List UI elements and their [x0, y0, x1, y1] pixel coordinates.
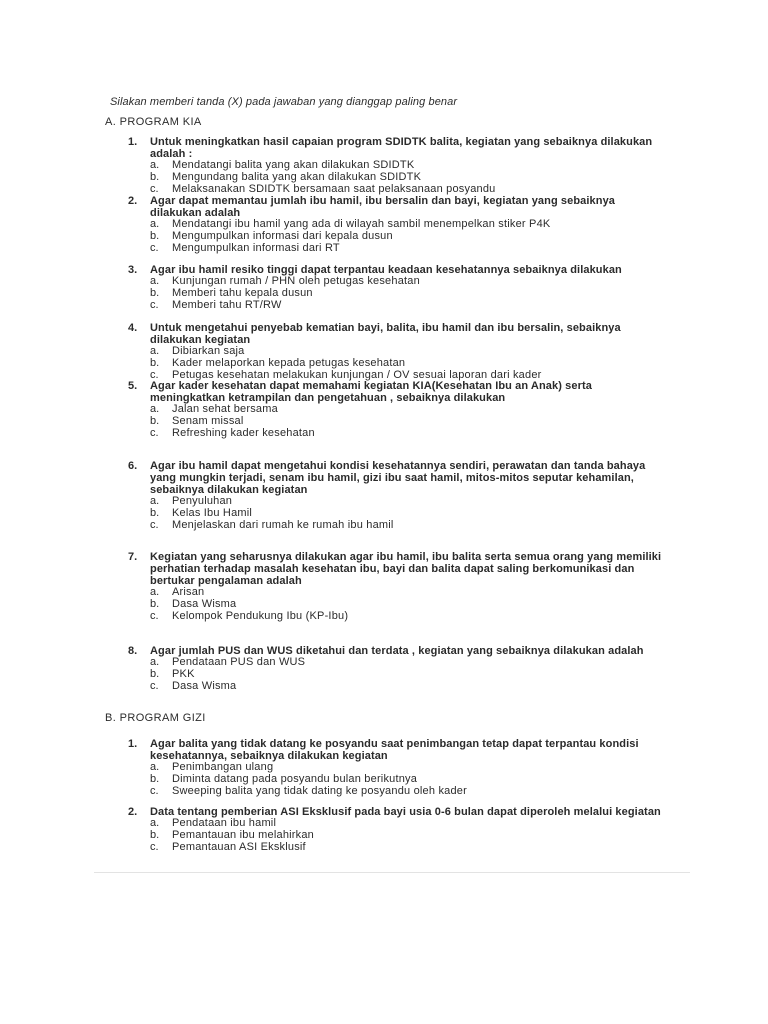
option-item[interactable] — [150, 774, 668, 786]
option-text: Menjelaskan dari rumah ke rumah ibu hamil — [172, 518, 394, 531]
option-letter: b. — [150, 828, 160, 841]
option-text: Jalan sehat bersama — [172, 403, 278, 415]
option-text: Kelompok Pendukung Ibu (KP-Ibu) — [172, 609, 349, 622]
option-text: Memberi tahu kepala dusun — [172, 286, 313, 299]
question-number: 4. — [128, 322, 138, 334]
question-text: Agar ibu hamil resiko tinggi dapat terpantau keadaan kesehatannya sebaiknya dilakukan — [150, 264, 622, 276]
option-letter: c. — [150, 784, 159, 797]
question-kia-4 — [128, 322, 668, 381]
option-letter: c. — [150, 840, 159, 853]
question-text: Data tentang pemberian ASI Eksklusif pada bayi usia 0-6 bulan dapat diperoleh melalui kegiatan — [150, 806, 661, 818]
option-text: Mengumpulkan informasi dari RT — [172, 241, 340, 254]
option-item[interactable] — [150, 599, 668, 611]
question-gizi-1 — [128, 738, 668, 797]
options-list — [150, 346, 668, 381]
option-letter: b. — [150, 667, 160, 680]
options-list — [150, 818, 668, 853]
options-list — [150, 276, 668, 311]
question-text: Agar ibu hamil dapat mengetahui kondisi kesehatannya sendiri, perawatan dan tanda bahaya yang mungkin terjadi, senam ibu hamil, gizi ibu saat hamil, mitos-mitos seputar kehamilan, sebaiknya dilakukan kegiatan — [150, 460, 646, 496]
question-text: Untuk mengetahui penyebab kematian bayi, balita, ibu hamil dan ibu bersalin, sebaiknya dilakukan kegiatan — [150, 322, 621, 346]
page-divider — [94, 872, 690, 873]
option-text: Pemantauan ibu melahirkan — [172, 828, 314, 841]
option-text: Penimbangan ulang — [172, 761, 274, 773]
question-text: Agar dapat memantau jumlah ibu hamil, ibu bersalin dan bayi, kegiatan yang sebaiknya dilakukan adalah — [150, 195, 616, 219]
option-text: Petugas kesehatan melakukan kunjungan / OV sesuai laporan dari kader — [172, 368, 542, 381]
question-text: Agar balita yang tidak datang ke posyandu saat penimbangan tetap dapat terpantau kondisi kesehatannya, sebaiknya dilakukan kegiatan — [150, 738, 639, 762]
options-list — [150, 496, 668, 531]
option-letter: a. — [150, 817, 160, 829]
option-text: Arisan — [172, 586, 205, 598]
option-text: PKK — [172, 667, 195, 680]
option-letter: c. — [150, 609, 159, 622]
question-number: 3. — [128, 264, 138, 276]
option-item[interactable] — [150, 416, 668, 428]
option-item[interactable] — [150, 786, 668, 798]
question-gizi-2 — [128, 806, 668, 853]
option-letter: b. — [150, 772, 160, 785]
option-text: Mengundang balita yang akan dilakukan SDIDTK — [172, 170, 422, 183]
option-item[interactable] — [150, 428, 668, 440]
question-number: 2. — [128, 195, 138, 207]
option-text: Memberi tahu RT/RW — [172, 298, 282, 311]
option-text: Mengumpulkan informasi dari kepala dusun — [172, 229, 393, 242]
option-text: Pemantauan ASI Eksklusif — [172, 840, 306, 853]
question-kia-1 — [128, 136, 668, 195]
option-item[interactable] — [150, 300, 668, 312]
section-title-kia: A. PROGRAM KIA — [105, 116, 202, 128]
question-kia-2 — [128, 195, 668, 254]
option-text: Senam missal — [172, 414, 244, 427]
question-number: 2. — [128, 806, 138, 818]
option-item[interactable] — [150, 508, 668, 520]
option-letter: a. — [150, 159, 160, 171]
option-item[interactable] — [150, 669, 668, 681]
section-title-gizi: B. PROGRAM GIZI — [105, 712, 206, 724]
option-letter: b. — [150, 229, 160, 242]
option-text: Pendataan PUS dan WUS — [172, 656, 306, 668]
option-text: Pendataan ibu hamil — [172, 817, 277, 829]
option-item[interactable] — [150, 842, 668, 854]
option-letter: c. — [150, 298, 159, 311]
option-letter: c. — [150, 241, 159, 254]
option-letter: c. — [150, 518, 159, 531]
option-letter: c. — [150, 426, 159, 439]
option-text: Penyuluhan — [172, 495, 233, 507]
question-kia-6 — [128, 460, 668, 531]
option-letter: a. — [150, 761, 160, 773]
question-number: 5. — [128, 380, 138, 392]
question-number: 8. — [128, 645, 138, 657]
option-letter: b. — [150, 414, 160, 427]
option-letter: b. — [150, 597, 160, 610]
options-list — [150, 404, 668, 439]
option-letter: a. — [150, 656, 160, 668]
question-kia-3 — [128, 264, 668, 311]
question-number: 1. — [128, 136, 138, 148]
option-text: Kunjungan rumah / PHN oleh petugas kesehatan — [172, 275, 420, 287]
options-list — [150, 762, 668, 797]
option-text: Melaksanakan SDIDTK bersamaan saat pelaksanaan posyandu — [172, 182, 496, 195]
option-text: Diminta datang pada posyandu bulan berikutnya — [172, 772, 418, 785]
options-list — [150, 219, 668, 254]
instruction-text: Silakan memberi tanda (X) pada jawaban yang dianggap paling benar — [110, 96, 458, 108]
option-letter: a. — [150, 495, 160, 507]
question-text: Untuk meningkatkan hasil capaian program SDIDTK balita, kegiatan yang sebaiknya dilakukan adalah : — [150, 136, 653, 160]
option-item[interactable] — [150, 184, 668, 196]
option-letter: a. — [150, 218, 160, 230]
question-text: Kegiatan yang seharusnya dilakukan agar ibu hamil, ibu balita serta semua orang yang memiliki perhatian terhadap masalah kesehatan ibu, bayi dan balita dapat saling berkomunikasi dan bertukar pengalaman adalah — [150, 551, 662, 587]
option-text: Kader melaporkan kepada petugas kesehatan — [172, 356, 406, 369]
option-letter: b. — [150, 356, 160, 369]
option-text: Dasa Wisma — [172, 597, 237, 610]
option-item[interactable] — [150, 172, 668, 184]
option-letter: b. — [150, 170, 160, 183]
option-item[interactable] — [150, 358, 668, 370]
option-letter: c. — [150, 368, 159, 381]
option-item[interactable] — [150, 681, 668, 693]
option-text: Sweeping balita yang tidak dating ke posyandu oleh kader — [172, 784, 467, 797]
option-item[interactable] — [150, 830, 668, 842]
option-letter: c. — [150, 182, 159, 195]
option-letter: c. — [150, 679, 159, 692]
option-letter: b. — [150, 286, 160, 299]
options-list — [150, 587, 668, 622]
question-number: 1. — [128, 738, 138, 750]
option-letter: a. — [150, 403, 160, 415]
option-item[interactable] — [150, 611, 668, 623]
option-text: Kelas Ibu Hamil — [172, 506, 253, 519]
option-text: Mendatangi balita yang akan dilakukan SDIDTK — [172, 159, 415, 171]
question-text: Agar kader kesehatan dapat memahami kegiatan KIA(Kesehatan Ibu an Anak) serta meningkatkan ketrampilan dan pengetahuan , sebaiknya dilakukan — [150, 380, 592, 404]
option-letter: a. — [150, 345, 160, 357]
option-item[interactable] — [150, 231, 668, 243]
option-letter: a. — [150, 586, 160, 598]
question-kia-5 — [128, 380, 668, 439]
option-item[interactable] — [150, 657, 668, 669]
option-letter: a. — [150, 275, 160, 287]
option-item[interactable] — [150, 288, 668, 300]
option-text: Mendatangi ibu hamil yang ada di wilayah sambil menempelkan stiker P4K — [172, 218, 551, 230]
question-number: 6. — [128, 460, 138, 472]
options-list — [150, 657, 668, 692]
question-kia-8 — [128, 645, 668, 692]
option-text: Dasa Wisma — [172, 679, 237, 692]
option-item[interactable] — [150, 520, 668, 532]
option-letter: b. — [150, 506, 160, 519]
option-text: Refreshing kader kesehatan — [172, 426, 315, 439]
question-number: 7. — [128, 551, 138, 563]
option-text: Dibiarkan saja — [172, 345, 245, 357]
option-item[interactable] — [150, 243, 668, 255]
question-text: Agar jumlah PUS dan WUS diketahui dan terdata , kegiatan yang sebaiknya dilakukan adalah — [150, 645, 644, 657]
question-kia-7 — [128, 551, 668, 622]
options-list — [150, 160, 668, 195]
